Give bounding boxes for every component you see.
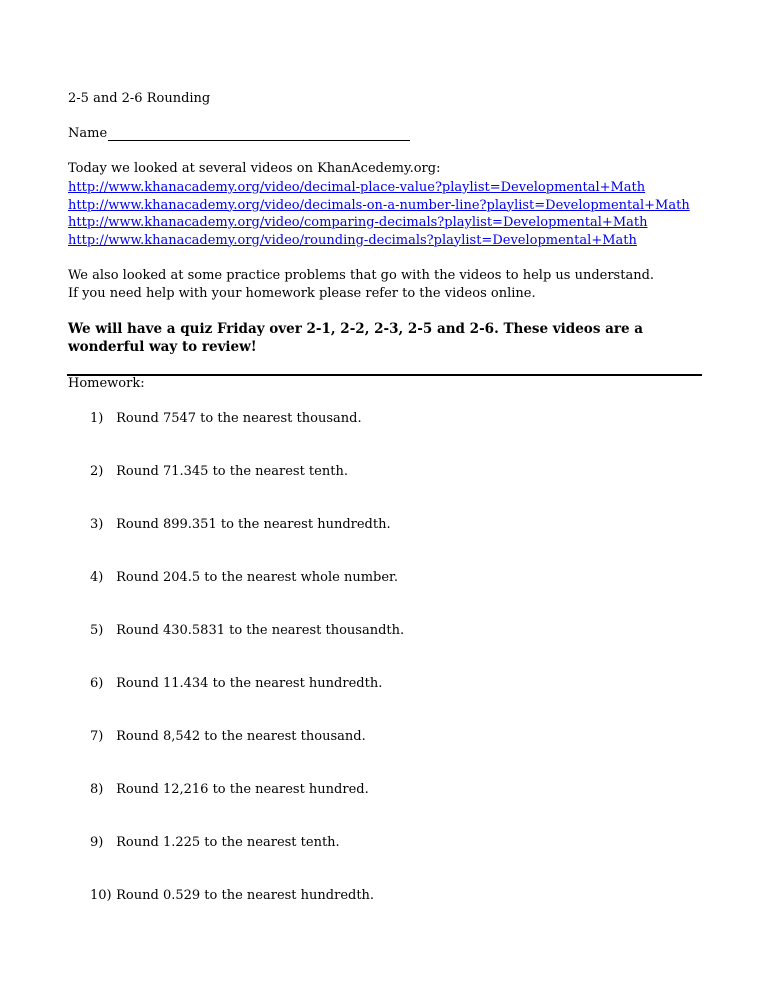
problem-text: Round 8,542 to the nearest thousand. xyxy=(116,729,366,744)
problem-text: Round 430.5831 to the nearest thousandth. xyxy=(116,623,405,638)
quiz-note: We will have a quiz Friday over 2-1, 2-2, 2-3, 2-5 and 2-6. These videos are a wonderful way to review! xyxy=(68,321,644,355)
problem-text: Round 7547 to the nearest thousand. xyxy=(116,411,362,426)
homework-problem xyxy=(90,676,382,691)
problem-number: 2) xyxy=(90,464,104,479)
homework-problem xyxy=(90,411,362,426)
problem-text: Round 12,216 to the nearest hundred. xyxy=(116,782,369,797)
name-label: Name xyxy=(68,126,108,141)
problem-number: 7) xyxy=(90,729,104,744)
intro-text: Today we looked at several videos on KhanAcedemy.org: xyxy=(68,161,441,176)
problem-number: 6) xyxy=(90,676,104,691)
video-links-list xyxy=(68,179,690,249)
problem-number: 8) xyxy=(90,782,104,797)
video-link-decimal-place-value[interactable]: http://www.khanacademy.org/video/decimal-place-value?playlist=Developmental+Math xyxy=(68,180,646,195)
problem-number: 10) xyxy=(90,888,112,903)
homework-problem xyxy=(90,570,398,585)
problem-number: 4) xyxy=(90,570,104,585)
homework-problem xyxy=(90,888,374,903)
problem-number: 5) xyxy=(90,623,104,638)
homework-problem xyxy=(90,729,366,744)
practice-line: If you need help with your homework please refer to the videos online. xyxy=(68,286,536,301)
homework-problem xyxy=(90,464,348,479)
homework-problem xyxy=(90,517,391,532)
name-blank-line[interactable] xyxy=(108,128,410,141)
name-field xyxy=(68,126,410,141)
problem-text: Round 11.434 to the nearest hundredth. xyxy=(116,676,383,691)
problem-text: Round 1.225 to the nearest tenth. xyxy=(116,835,340,850)
video-link-rounding-decimals[interactable]: http://www.khanacademy.org/video/rounding-decimals?playlist=Developmental+Math xyxy=(68,232,637,248)
homework-label: Homework: xyxy=(68,376,145,391)
homework-problem xyxy=(90,835,340,850)
problem-number: 3) xyxy=(90,517,104,532)
section-divider xyxy=(67,374,702,376)
problem-number: 1) xyxy=(90,411,104,426)
homework-problem xyxy=(90,782,369,797)
homework-problem xyxy=(90,623,404,638)
problem-number: 9) xyxy=(90,835,104,850)
problem-text: Round 0.529 to the nearest hundredth. xyxy=(116,888,375,903)
video-link-decimals-on-a-number-line[interactable]: http://www.khanacademy.org/video/decimals-on-a-number-line?playlist=Developmental+Math xyxy=(68,197,690,213)
video-link-comparing-decimals[interactable]: http://www.khanacademy.org/video/comparing-decimals?playlist=Developmental+Math xyxy=(68,215,648,230)
problem-text: Round 71.345 to the nearest tenth. xyxy=(116,464,348,479)
problem-text: Round 899.351 to the nearest hundredth. xyxy=(116,517,391,532)
practice-line: We also looked at some practice problems that go with the videos to help us understand. xyxy=(68,268,655,283)
document-title: 2-5 and 2-6 Rounding xyxy=(68,91,211,106)
problem-text: Round 204.5 to the nearest whole number. xyxy=(116,570,398,585)
practice-paragraph xyxy=(68,267,654,303)
